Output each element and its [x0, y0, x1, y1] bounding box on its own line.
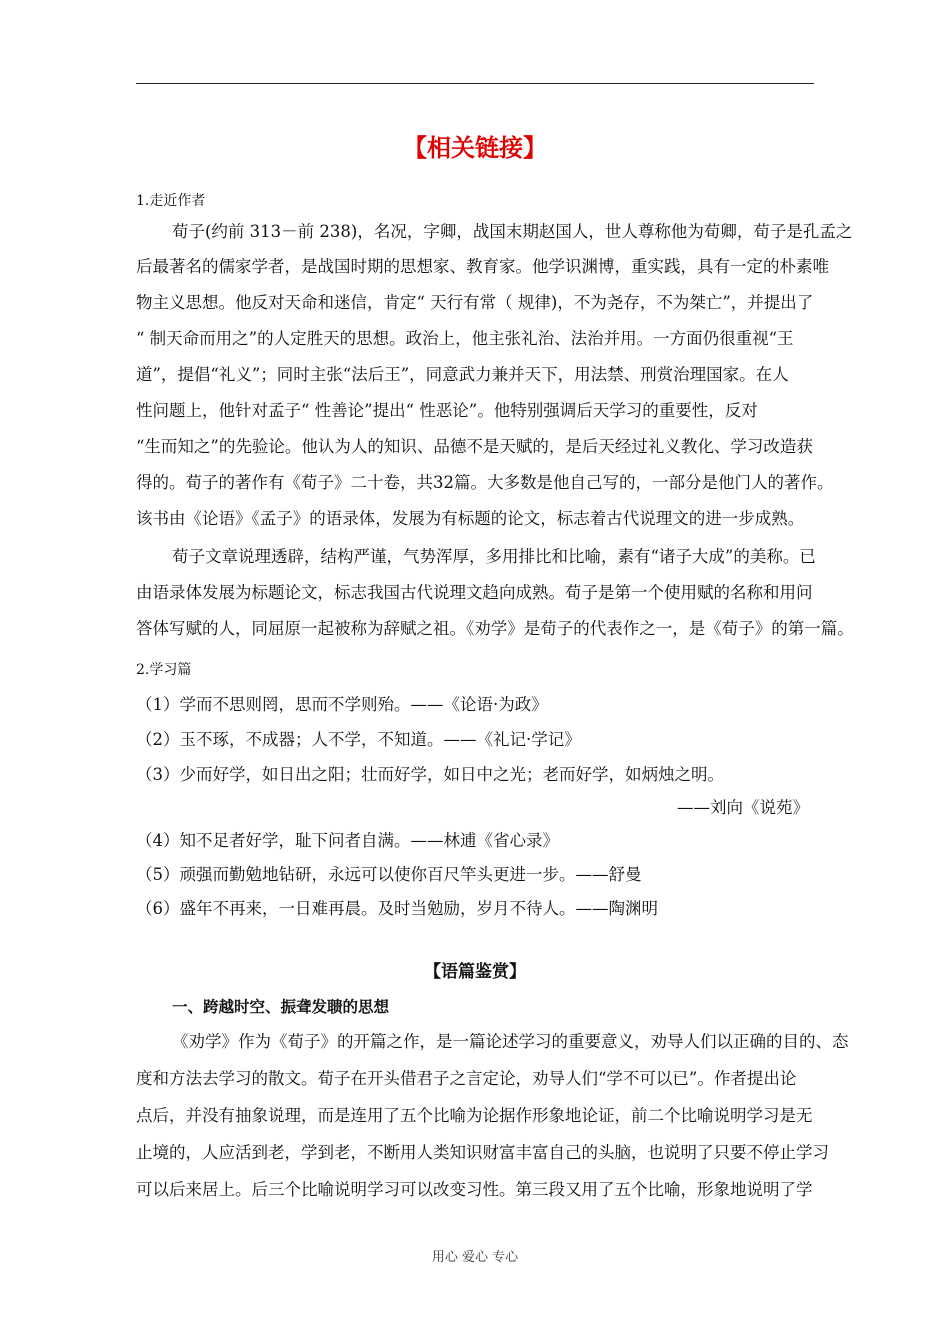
appreciation-para-line: 点后，并没有抽象说理，而是连用了五个比喻为论据作形象地论证，前二个比喻说明学习是无: [136, 1106, 813, 1125]
quote-item: （5）顽强而勤勉地钻研，永远可以使你百尺竿头更进一步。——舒曼: [136, 865, 642, 884]
quote-attribution: ——刘向《说苑》: [677, 798, 809, 817]
appreciation-para-line: 《劝学》作为《荀子》的开篇之作，是一篇论述学习的重要意义，劝导人们以正确的目的、态: [172, 1032, 849, 1051]
author-heading: 1.走近作者: [136, 193, 206, 209]
author-para1-line: 荀子(约前 313－前 238)，名况，字卿，战国末期赵国人，世人尊称他为荀卿，荀子是孔孟之: [172, 222, 853, 241]
author-para1-line: 物主义思想。他反对天命和迷信，肯定“ 天行有常（ 规律)，不为尧存，不为桀亡”，并提出了: [136, 293, 814, 312]
page-footer: 用心 爱心 专心: [431, 1250, 519, 1265]
appreciation-para-line: 可以后来居上。后三个比喻说明学习可以改变习性。第三段又用了五个比喻，形象地说明了学: [136, 1180, 813, 1199]
header-rule: [136, 83, 814, 84]
section-title-appreciation: 【语篇鉴赏】: [424, 962, 526, 982]
author-para1-line: 该书由《论语》《孟子》的语录体，发展为有标题的论文，标志着古代说理文的进一步成熟。: [136, 509, 805, 528]
author-para1-line: 得的。荀子的著作有《荀子》二十卷，共32篇。大多数是他自己写的，一部分是他门人的著作。: [136, 473, 834, 492]
quote-item: （4）知不足者好学，耻下问者自满。——林逋《省心录》: [136, 831, 559, 850]
author-para2-line: 荀子文章说理透辟，结构严谨，气势浑厚，多用排比和比喻，素有“诸子大成”的美称。已: [172, 547, 816, 566]
author-para1-line: 道”，提倡“礼义”；同时主张“法后王”，同意武力兼并天下，用法禁、刑赏治理国家。在人: [136, 365, 789, 384]
quote-item: （1）学而不思则罔，思而不学则殆。——《论语·为政》: [136, 695, 548, 714]
author-para2-line: 由语录体发展为标题论文，标志我国古代说理文趋向成熟。荀子是第一个使用赋的名称和用问: [136, 583, 813, 602]
appreciation-para-line: 度和方法去学习的散文。荀子在开头借君子之言定论，劝导人们“学不可以已”。作者提出论: [136, 1069, 797, 1088]
quote-item: （2）玉不琢，不成器；人不学，不知道。——《礼记·学记》: [136, 730, 581, 749]
author-para2-line: 答体写赋的人，同屈原一起被称为辞赋之祖。《劝学》是荀子的代表作之一，是《荀子》的第一篇。: [136, 619, 854, 638]
author-para1-line: “ 制天命而用之”的人定胜天的思想。政治上，他主张礼治、法治并用。一方面仍很重视“王: [136, 329, 794, 348]
appreciation-subheading: 一、跨越时空、振聋发聩的思想: [172, 998, 390, 1016]
author-para1-line: 后最著名的儒家学者，是战国时期的思想家、教育家。他学识渊博，重实践，具有一定的朴素唯: [136, 257, 829, 276]
author-para1-line: 性问题上，他针对孟子“ 性善论”提出“ 性恶论”。他特别强调后天学习的重要性，反对: [136, 401, 758, 420]
section-title-related-links: 【相关链接】: [403, 134, 547, 162]
quote-item: （3）少而好学，如日出之阳；壮而好学，如日中之光；老而好学，如炳烛之明。: [136, 765, 724, 784]
quote-item: （6）盛年不再来，一日难再晨。及时当勉励，岁月不待人。——陶渊明: [136, 899, 658, 918]
author-para1-line: “生而知之”的先验论。他认为人的知识、品德不是天赋的，是后天经过礼义教化、学习改造获: [136, 437, 813, 456]
appreciation-para-line: 止境的，人应活到老，学到老，不断用人类知识财富丰富自己的头脑，也说明了只要不停止学习: [136, 1143, 829, 1162]
study-heading: 2.学习篇: [136, 662, 192, 678]
